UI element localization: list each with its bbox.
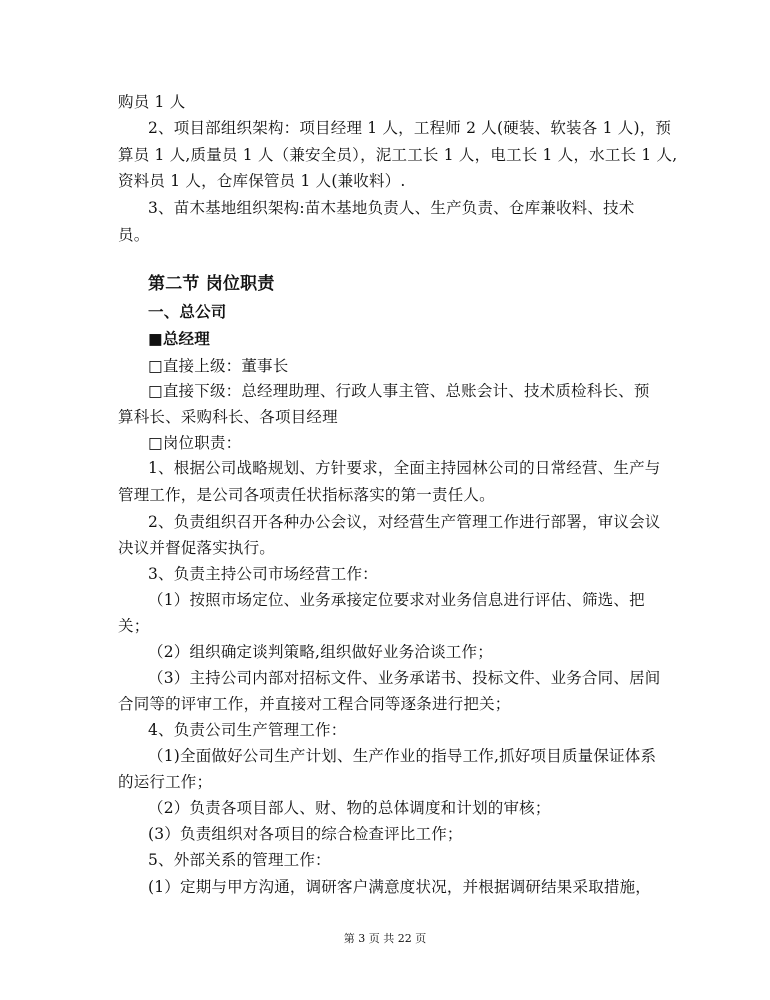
text-line: 合同等的评审工作，并直接对工程合同等逐条进行把关；: [118, 695, 511, 713]
text-line: □直接下级：总经理助理、行政人事主管、总账会计、技术质检科长、预: [148, 382, 650, 400]
text-line: 3、苗木基地组织架构:苗木基地负责人、生产负责、仓库兼收料、技术: [148, 199, 635, 217]
text-line: □直接上级：董事长: [148, 357, 289, 375]
text-line: 员。: [118, 226, 150, 244]
text-line: (1）定期与甲方沟通，调研客户满意度状况，并根据调研结果采取措施，: [148, 878, 652, 896]
text-line: （1）按照市场定位、业务承接定位要求对业务信息进行评估、筛选、把: [148, 591, 645, 609]
text-line: 购员 1 人: [118, 93, 186, 111]
text-line: 2、项目部组织架构：项目经理 1 人，工程师 2 人(硬装、软装各 1 人)，预: [148, 119, 672, 137]
text-line: （2）组织确定谈判策略,组织做好业务洽谈工作；: [148, 643, 493, 661]
text-line: 1、根据公司战略规划、方针要求，全面主持园林公司的日常经营、生产与: [148, 459, 661, 477]
text-line: 资料员 1 人，仓库保管员 1 人(兼收料）.: [118, 172, 406, 190]
text-line: （1)全面做好公司生产计划、生产作业的指导工作,抓好项目质量保证体系: [148, 747, 657, 765]
page-footer: 第 3 页 共 22 页: [343, 932, 427, 945]
role-heading: ■总经理: [148, 330, 210, 348]
text-line: 算科长、采购科长、各项目经理: [118, 408, 338, 426]
section-heading: 第二节 岗位职责: [148, 274, 275, 294]
subsection-heading: 一、总公司: [148, 303, 227, 321]
text-line: 5、外部关系的管理工作：: [148, 851, 331, 869]
text-line: 关；: [118, 617, 150, 635]
text-line: 决议并督促落实执行。: [118, 539, 276, 557]
text-line: □岗位职责：: [148, 434, 242, 452]
text-line: 2、负责组织召开各种办公会议，对经营生产管理工作进行部署，审议会议: [148, 513, 661, 531]
text-line: (3）负责组织对各项目的综合检查评比工作；: [148, 825, 463, 843]
text-line: （3）主持公司内部对招标文件、业务承诺书、投标文件、业务合同、居间: [148, 669, 661, 687]
text-line: 管理工作，是公司各项责任状指标落实的第一责任人。: [118, 486, 495, 504]
text-line: 4、负责公司生产管理工作：: [148, 721, 347, 739]
text-line: 3、负责主持公司市场经营工作：: [148, 565, 378, 583]
text-line: 的运行工作；: [118, 773, 213, 791]
text-line: （2）负责各项目部人、财、物的总体调度和计划的审核；: [148, 799, 551, 817]
text-line: 算员 1 人,质量员 1 人（兼安全员），泥工工长 1 人，电工长 1 人，水工长 1 人,: [118, 146, 678, 164]
